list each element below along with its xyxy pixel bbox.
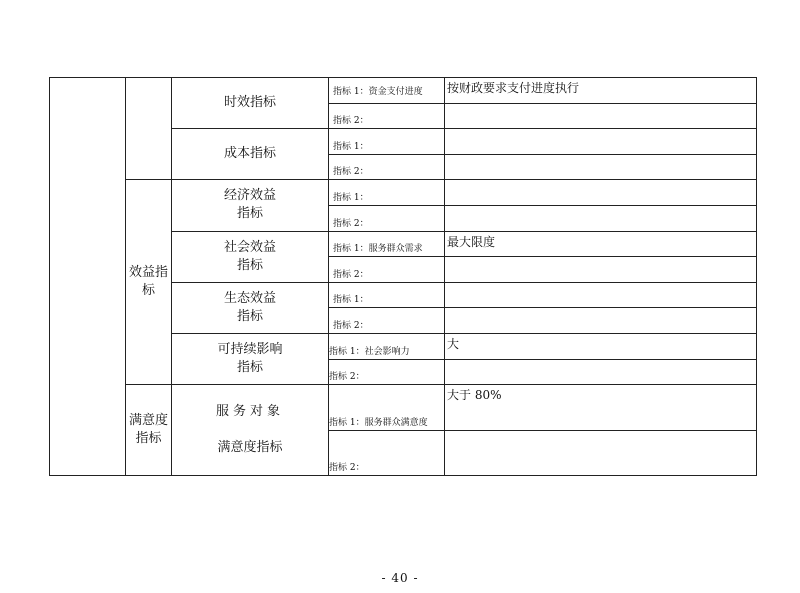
table-row	[50, 180, 757, 206]
page-number: - 40 -	[381, 571, 419, 585]
blank-output-category	[126, 78, 172, 180]
table-row	[50, 78, 757, 104]
subcategory-cost: 成本指标	[172, 129, 329, 180]
indicator-cell: 指标 1：	[329, 180, 445, 206]
category-benefit: 效益指 标	[126, 180, 172, 385]
value-cell	[445, 359, 757, 385]
value-cell: 按财政要求支付进度执行	[445, 78, 757, 104]
value-cell	[445, 129, 757, 155]
value-cell	[445, 257, 757, 283]
indicator-cell: 指标 2：	[329, 359, 445, 385]
subcategory-social: 社会效益 指标	[172, 231, 329, 282]
subcategory-ecological: 生态效益 指标	[172, 282, 329, 333]
indicator-cell: 指标 2：	[329, 205, 445, 231]
indicator-cell: 指标 2：	[329, 154, 445, 180]
indicator-cell: 指标 2：	[329, 257, 445, 283]
value-cell: 大	[445, 333, 757, 359]
value-cell	[445, 180, 757, 206]
value-cell	[445, 205, 757, 231]
value-cell	[445, 308, 757, 334]
subcategory-service-line1: 服务对象	[215, 404, 284, 420]
indicator-cell: 指标 1：	[329, 282, 445, 308]
category-satisfaction: 满意度 指标	[126, 385, 172, 476]
subcategory-sustainable: 可持续影响 指标	[172, 333, 329, 384]
subcategory-economic: 经济效益 指标	[172, 180, 329, 231]
indicator-cell: 指标 1：社会影响力	[329, 333, 445, 359]
value-cell	[445, 282, 757, 308]
blank-category-column	[50, 78, 126, 476]
indicator-cell: 指标 2：	[329, 308, 445, 334]
performance-indicator-table	[49, 77, 757, 476]
value-cell	[445, 103, 757, 129]
subcategory-service-line2: 满意度指标	[217, 440, 283, 456]
value-cell	[445, 154, 757, 180]
indicator-cell: 指标 1：	[329, 129, 445, 155]
table-row	[50, 385, 757, 431]
subcategory-service-satisfaction	[172, 385, 329, 476]
indicator-cell: 指标 1：服务群众满意度	[329, 385, 445, 431]
subcategory-timeliness: 时效指标	[172, 78, 329, 129]
indicator-cell: 指标 2：	[329, 103, 445, 129]
value-cell: 最大限度	[445, 231, 757, 257]
value-cell: 大于 80%	[445, 385, 757, 431]
indicator-cell: 指标 2：	[329, 430, 445, 476]
indicator-cell: 指标 1：资金支付进度	[329, 78, 445, 104]
value-cell	[445, 430, 757, 476]
indicator-cell: 指标 1：服务群众需求	[329, 231, 445, 257]
